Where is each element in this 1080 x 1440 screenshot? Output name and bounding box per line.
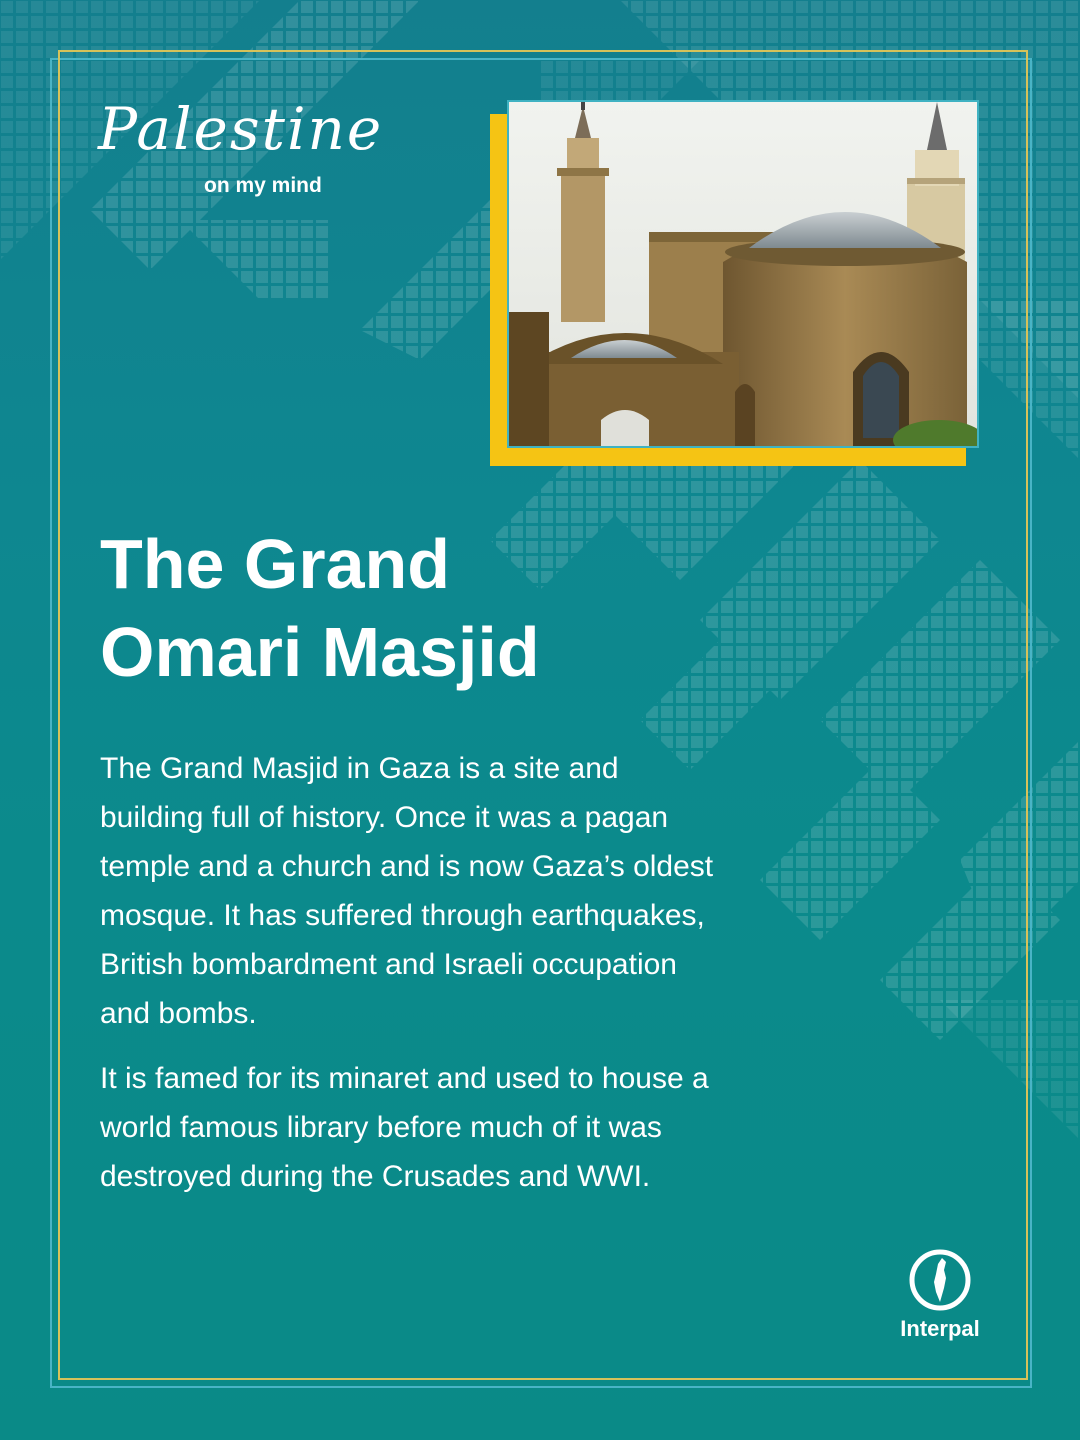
interpal-logo — [890, 1248, 990, 1342]
paragraph-1: The Grand Masjid in Gaza is a site and building full of history. Once it was a pagan temple and a church and is now Gaza’s oldest mosque. It has suffered through earthquakes, British bombardment and Israeli occupation and bombs. — [100, 752, 714, 1030]
body-text — [100, 744, 720, 1217]
page-title — [100, 520, 720, 696]
palestine-map-icon — [908, 1248, 972, 1312]
title-line-2: Omari Masjid — [100, 613, 540, 691]
mosque-illustration — [509, 102, 977, 446]
title-line-1: The Grand — [100, 525, 451, 603]
mosque-photo — [507, 100, 979, 448]
brand-title: Palestine — [98, 95, 384, 163]
logo-label: Interpal — [900, 1316, 980, 1341]
brand-subtitle: on my mind — [204, 174, 322, 197]
paragraph-2: It is famed for its minaret and used to house a world famous library before much of it was destroyed during the Crusades and WWI. — [100, 1062, 709, 1193]
